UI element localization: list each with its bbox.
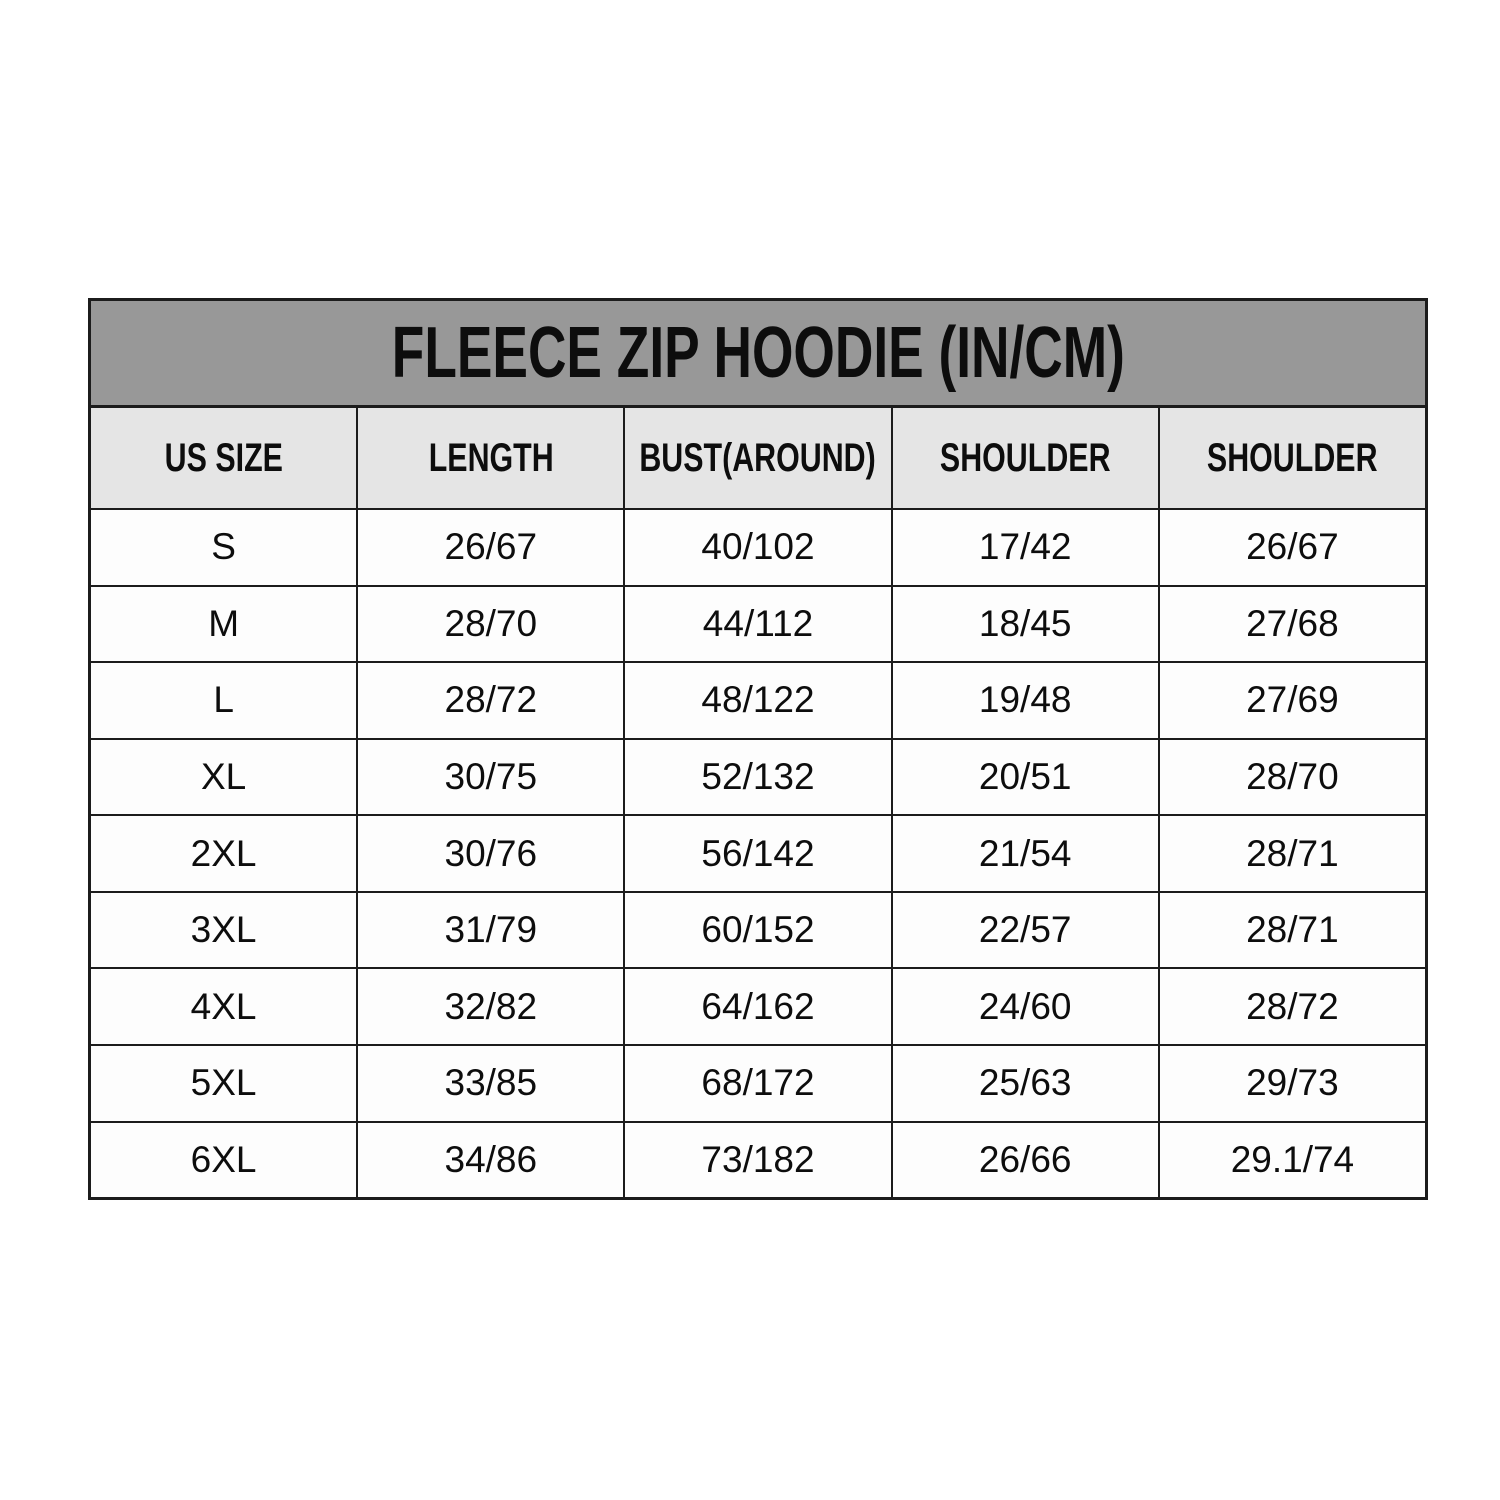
size-label-cell: M [91,587,358,662]
table-row-l [91,661,1425,738]
bust-cell: 40/102 [625,510,892,585]
table-row-m [91,585,1425,662]
length-cell: 28/72 [358,663,625,738]
size-label-cell: 2XL [91,816,358,891]
header-cell-us-size [91,408,358,508]
length-cell: 28/70 [358,587,625,662]
length-cell: 34/86 [358,1123,625,1198]
shoulder-cell: 28/70 [1246,755,1339,797]
table-row-4xl [91,967,1425,1044]
length-cell: 30/75 [358,740,625,815]
table-row-3xl [91,891,1425,968]
bust-cell: 68/172 [625,1046,892,1121]
shoulder-cell: 29/73 [1246,1062,1339,1104]
shoulder-cell: 22/57 [893,893,1160,968]
shoulder-cell: 27/68 [1246,602,1339,644]
table-row-xl [91,738,1425,815]
size-label-cell: S [91,510,358,585]
header-cell-bust [625,408,892,508]
bust-cell: 73/182 [625,1123,892,1198]
header-label: SHOULDER [939,435,1111,480]
size-label-cell: 6XL [91,1123,358,1198]
length-cell: 32/82 [358,969,625,1044]
shoulder-cell: 18/45 [893,587,1160,662]
header-label: SHOULDER [1207,435,1378,480]
table-header-row [91,408,1425,508]
length-cell: 31/79 [358,893,625,968]
shoulder-cell: 26/67 [1246,526,1339,568]
length-cell: 26/67 [358,510,625,585]
bust-cell: 48/122 [625,663,892,738]
shoulder-cell: 25/63 [893,1046,1160,1121]
shoulder-cell: 27/69 [1246,679,1339,721]
length-cell: 30/76 [358,816,625,891]
size-label-cell: 3XL [91,893,358,968]
shoulder-cell: 21/54 [893,816,1160,891]
header-cell-shoulder-2 [1160,408,1425,508]
size-label-cell: XL [91,740,358,815]
bust-cell: 64/162 [625,969,892,1044]
shoulder-cell: 20/51 [893,740,1160,815]
table-row-5xl [91,1044,1425,1121]
bust-cell: 60/152 [625,893,892,968]
shoulder-cell: 28/71 [1246,832,1339,874]
bust-cell: 56/142 [625,816,892,891]
shoulder-cell: 26/66 [893,1123,1160,1198]
table-row-6xl [91,1121,1425,1198]
size-label-cell: 5XL [91,1046,358,1121]
shoulder-cell: 28/71 [1246,909,1339,951]
size-chart-table [88,298,1428,1200]
header-cell-length [358,408,625,508]
size-label-cell: L [91,663,358,738]
shoulder-cell: 28/72 [1246,985,1339,1027]
shoulder-cell: 19/48 [893,663,1160,738]
header-label: LENGTH [428,435,554,480]
header-label: US SIZE [164,435,283,480]
header-label: BUST(AROUND) [639,435,877,480]
table-row-2xl [91,814,1425,891]
shoulder-cell: 29.1/74 [1230,1138,1355,1180]
table-title: FLEECE ZIP HOODIE (IN/CM) [391,313,1125,393]
length-cell: 33/85 [358,1046,625,1121]
size-label-cell: 4XL [91,969,358,1044]
header-cell-shoulder-1 [893,408,1160,508]
bust-cell: 52/132 [625,740,892,815]
table-row-s [91,508,1425,585]
table-title-bar [91,301,1425,408]
shoulder-cell: 24/60 [893,969,1160,1044]
bust-cell: 44/112 [625,587,892,662]
shoulder-cell: 17/42 [893,510,1160,585]
